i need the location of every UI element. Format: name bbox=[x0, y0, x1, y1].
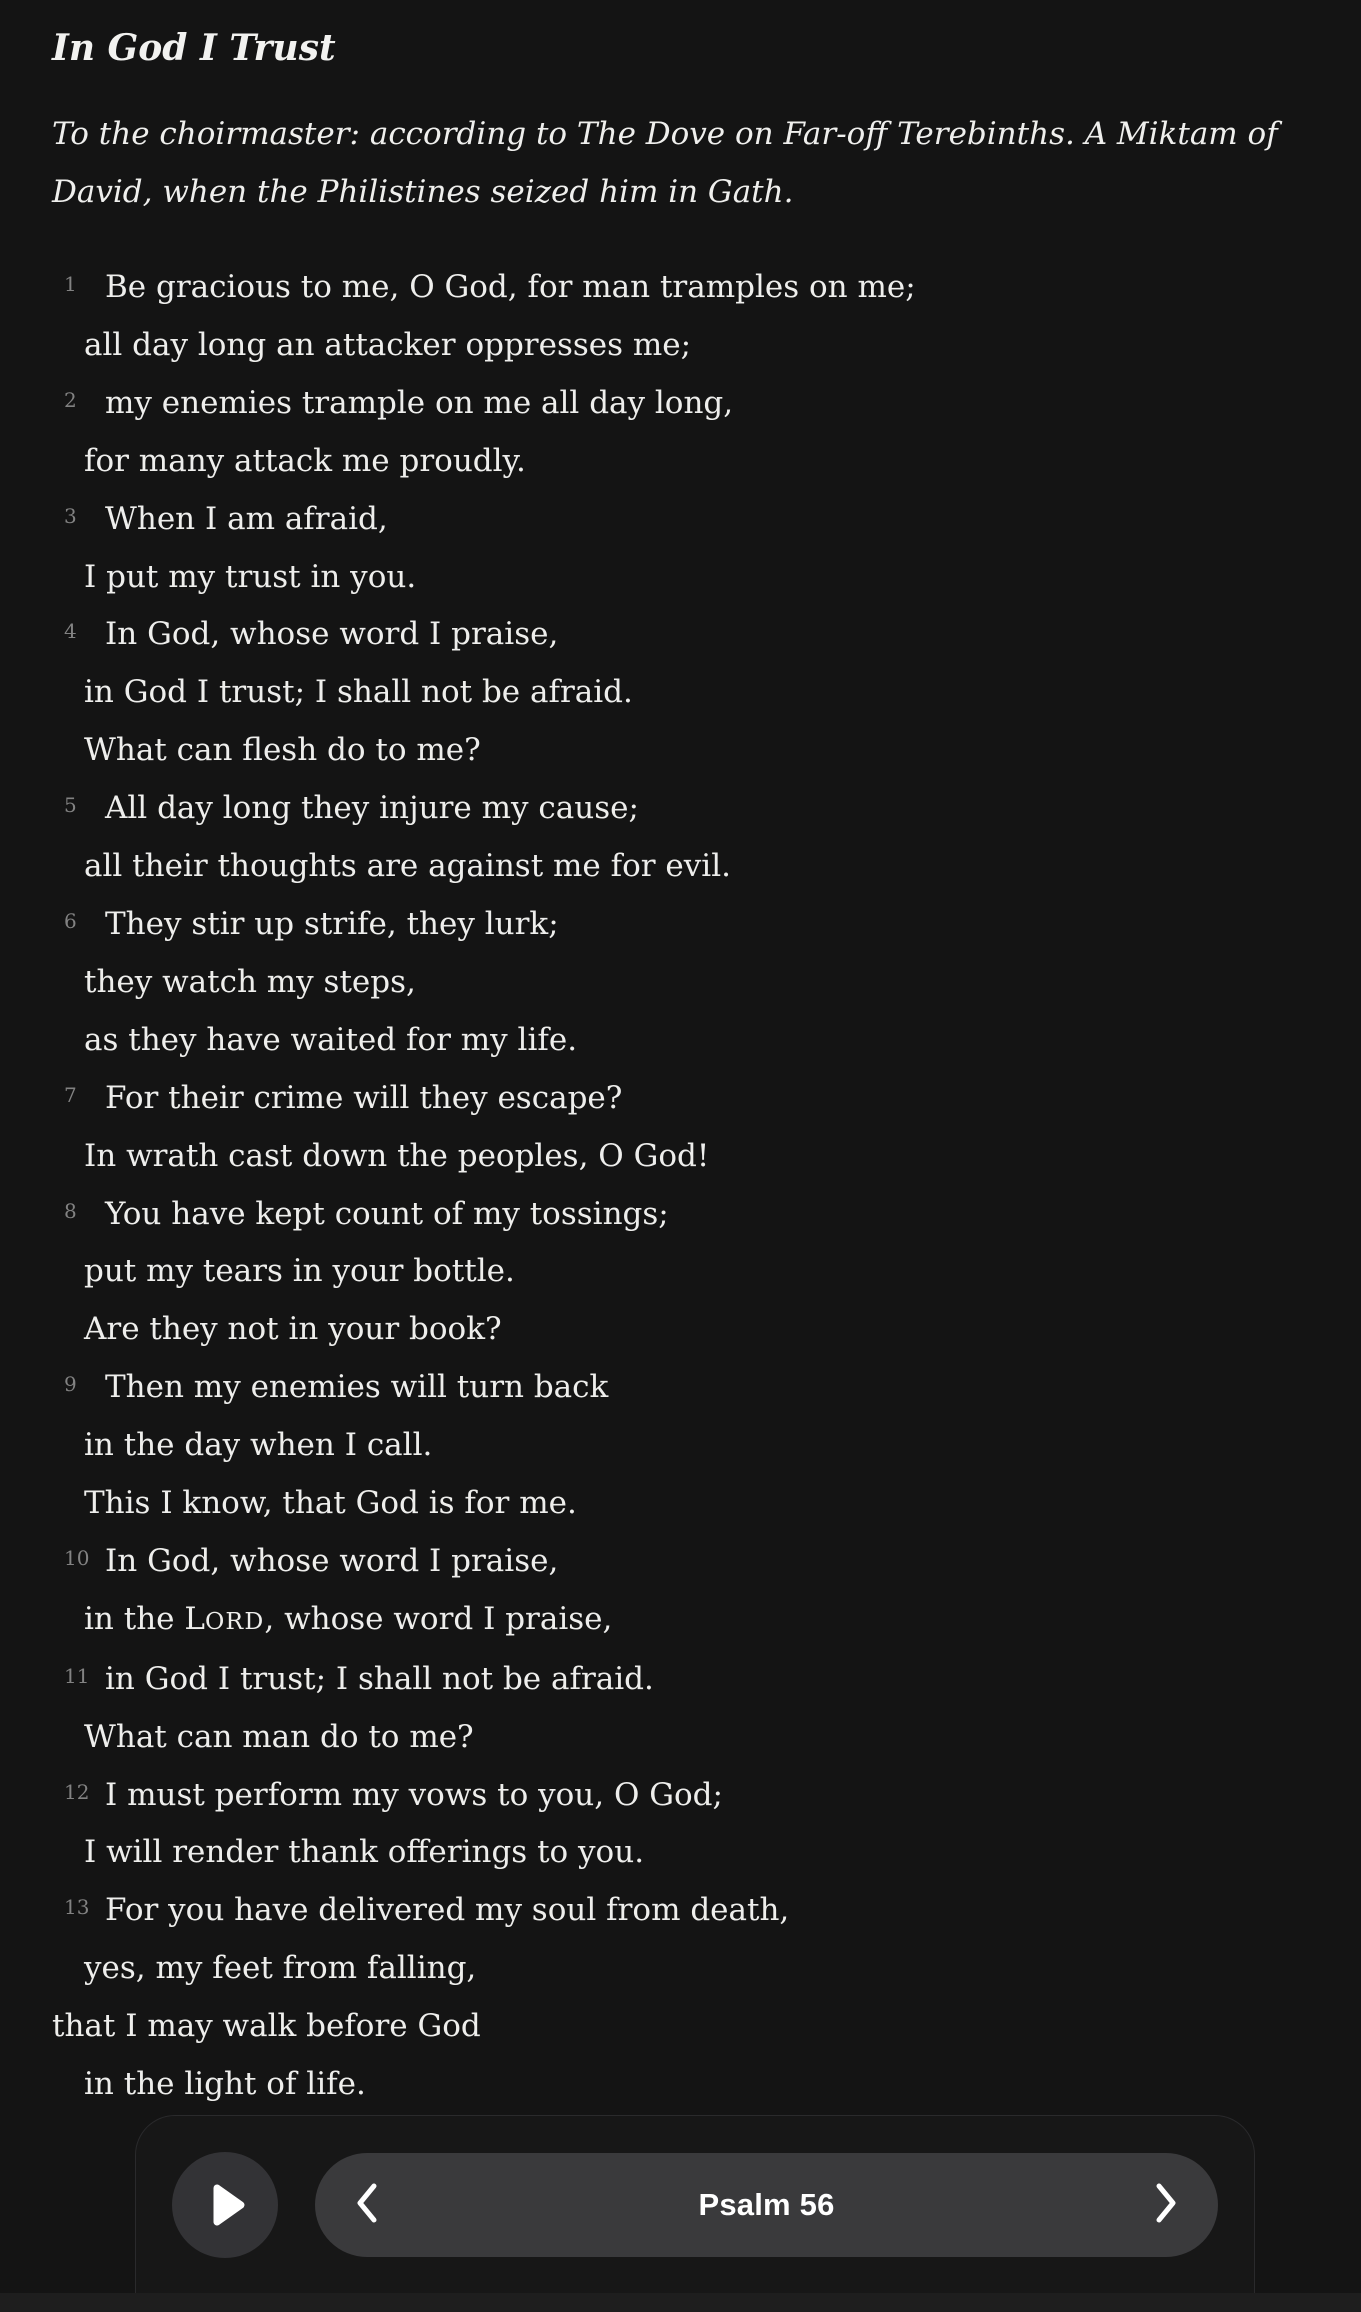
verse-number: 5 bbox=[64, 793, 77, 818]
play-button[interactable] bbox=[172, 2152, 278, 2258]
poetry-line bbox=[52, 838, 1309, 896]
passage-heading: In God I Trust bbox=[52, 27, 336, 69]
player-bar bbox=[135, 2115, 1255, 2293]
bottom-edge bbox=[0, 2293, 1361, 2312]
poetry-line-text: When I am afraid, bbox=[105, 500, 388, 537]
poetry-line bbox=[52, 1186, 1309, 1244]
poetry-line-text: put my tears in your bottle. bbox=[84, 1253, 515, 1290]
poetry-line-text: in the day when I call. bbox=[84, 1427, 433, 1464]
chapter-select-button[interactable]: Psalm 56 bbox=[419, 2153, 1114, 2257]
poetry-line-text: in the light of life. bbox=[84, 2066, 366, 2103]
poetry-line bbox=[52, 722, 1309, 780]
poetry-line-text: in God I trust; I shall not be afraid. bbox=[105, 1660, 654, 1697]
poetry-line bbox=[52, 1651, 1309, 1709]
poetry-line-text: This I know, that God is for me. bbox=[84, 1485, 577, 1522]
poetry-line-text: yes, my feet from falling, bbox=[84, 1950, 477, 1987]
poetry-line bbox=[52, 375, 1309, 433]
poetry-line bbox=[52, 259, 1309, 317]
poetry-line bbox=[52, 1940, 1309, 1998]
poetry-line-text: For you have delivered my soul from death, bbox=[105, 1892, 790, 1929]
verse-number: 2 bbox=[64, 387, 77, 412]
poetry-line-text: I must perform my vows to you, O God; bbox=[105, 1776, 723, 1813]
poetry-line bbox=[52, 549, 1309, 607]
poetry-line bbox=[52, 1359, 1309, 1417]
chevron-left-icon bbox=[355, 2182, 379, 2227]
poetry-line bbox=[52, 1417, 1309, 1475]
poetry-line-text: I put my trust in you. bbox=[84, 558, 417, 595]
poetry-line bbox=[52, 1709, 1309, 1767]
poetry-line bbox=[52, 433, 1309, 491]
poetry-line-text: in the LORD, whose word I praise, bbox=[84, 1600, 613, 1637]
poetry-line bbox=[52, 1591, 1309, 1651]
poetry-line bbox=[52, 1824, 1309, 1882]
divine-name-smallcaps: ORD bbox=[204, 1606, 265, 1635]
poetry-line-text: Are they not in your book? bbox=[84, 1311, 502, 1348]
verse-number: 11 bbox=[64, 1663, 90, 1688]
poetry-line-text: as they have waited for my life. bbox=[84, 1021, 578, 1058]
verse-number: 7 bbox=[64, 1082, 77, 1107]
poetry-line-text: in God I trust; I shall not be afraid. bbox=[84, 674, 633, 711]
poetry-line bbox=[52, 1882, 1309, 1940]
verse-number: 10 bbox=[64, 1545, 90, 1570]
poetry-line-text: In wrath cast down the peoples, O God! bbox=[84, 1137, 710, 1174]
poetry-line-text: What can man do to me? bbox=[84, 1718, 474, 1755]
poetry-line bbox=[52, 491, 1309, 549]
poetry-line bbox=[52, 664, 1309, 722]
poetry-line-text: In God, whose word I praise, bbox=[105, 1542, 559, 1579]
chevron-right-icon bbox=[1154, 2182, 1178, 2227]
poetry-line bbox=[52, 780, 1309, 838]
verse-number: 1 bbox=[64, 272, 77, 296]
previous-chapter-button[interactable] bbox=[315, 2153, 419, 2257]
poetry-line-text: What can flesh do to me? bbox=[84, 732, 481, 769]
poetry-line bbox=[52, 606, 1309, 664]
play-icon bbox=[204, 2183, 246, 2227]
verse-number: 3 bbox=[64, 503, 77, 528]
poetry-line-text: that I may walk before God bbox=[52, 2008, 481, 2045]
verse-number: 9 bbox=[64, 1372, 77, 1397]
poetry-line-text: Be gracious to me, O God, for man tramples on me; bbox=[105, 269, 916, 305]
poetry-line-text: for many attack me proudly. bbox=[84, 442, 526, 479]
poetry-line-text: they watch my steps, bbox=[84, 963, 416, 1000]
psalm-superscription bbox=[52, 106, 1309, 221]
superscription-line-1: To the choirmaster: according to The Dove on Far-off Terebinths. A Miktam of bbox=[52, 116, 1278, 152]
verse-number: 8 bbox=[64, 1198, 77, 1223]
poetry-line-text: In God, whose word I praise, bbox=[105, 616, 559, 653]
poetry-line bbox=[52, 1012, 1309, 1070]
next-chapter-button[interactable] bbox=[1114, 2153, 1218, 2257]
poetry-line bbox=[52, 896, 1309, 954]
poetry-line bbox=[52, 1301, 1309, 1359]
poetry-line-text: All day long they injure my cause; bbox=[105, 790, 639, 827]
poetry-line bbox=[52, 317, 1309, 375]
poetry-line-text: They stir up strife, they lurk; bbox=[105, 905, 559, 942]
poetry-line bbox=[52, 1128, 1309, 1186]
poetry-line bbox=[52, 1767, 1309, 1825]
chapter-navigator bbox=[315, 2153, 1218, 2257]
verse-number: 12 bbox=[64, 1779, 90, 1804]
psalm-text bbox=[52, 259, 1309, 2114]
poetry-line bbox=[52, 1998, 1309, 2056]
poetry-line-text: I will render thank offerings to you. bbox=[84, 1834, 645, 1871]
superscription-line-2: David, when the Philistines seized him in Gath. bbox=[52, 173, 794, 210]
poetry-line-text: For their crime will they escape? bbox=[105, 1079, 623, 1116]
poetry-line bbox=[52, 2056, 1309, 2114]
poetry-line-text: all their thoughts are against me for evil. bbox=[84, 848, 731, 885]
poetry-line-text: my enemies trample on me all day long, bbox=[105, 384, 734, 421]
poetry-line bbox=[52, 1070, 1309, 1128]
poetry-line-text: You have kept count of my tossings; bbox=[105, 1195, 669, 1232]
poetry-line-text: Then my enemies will turn back bbox=[105, 1369, 609, 1406]
verse-number: 6 bbox=[64, 908, 77, 933]
verse-number: 13 bbox=[64, 1895, 90, 1920]
poetry-line bbox=[52, 1533, 1309, 1591]
poetry-line bbox=[52, 954, 1309, 1012]
poetry-line bbox=[52, 1243, 1309, 1301]
poetry-line-text: all day long an attacker oppresses me; bbox=[84, 326, 692, 363]
verse-number: 4 bbox=[64, 619, 77, 644]
poetry-line bbox=[52, 1475, 1309, 1533]
